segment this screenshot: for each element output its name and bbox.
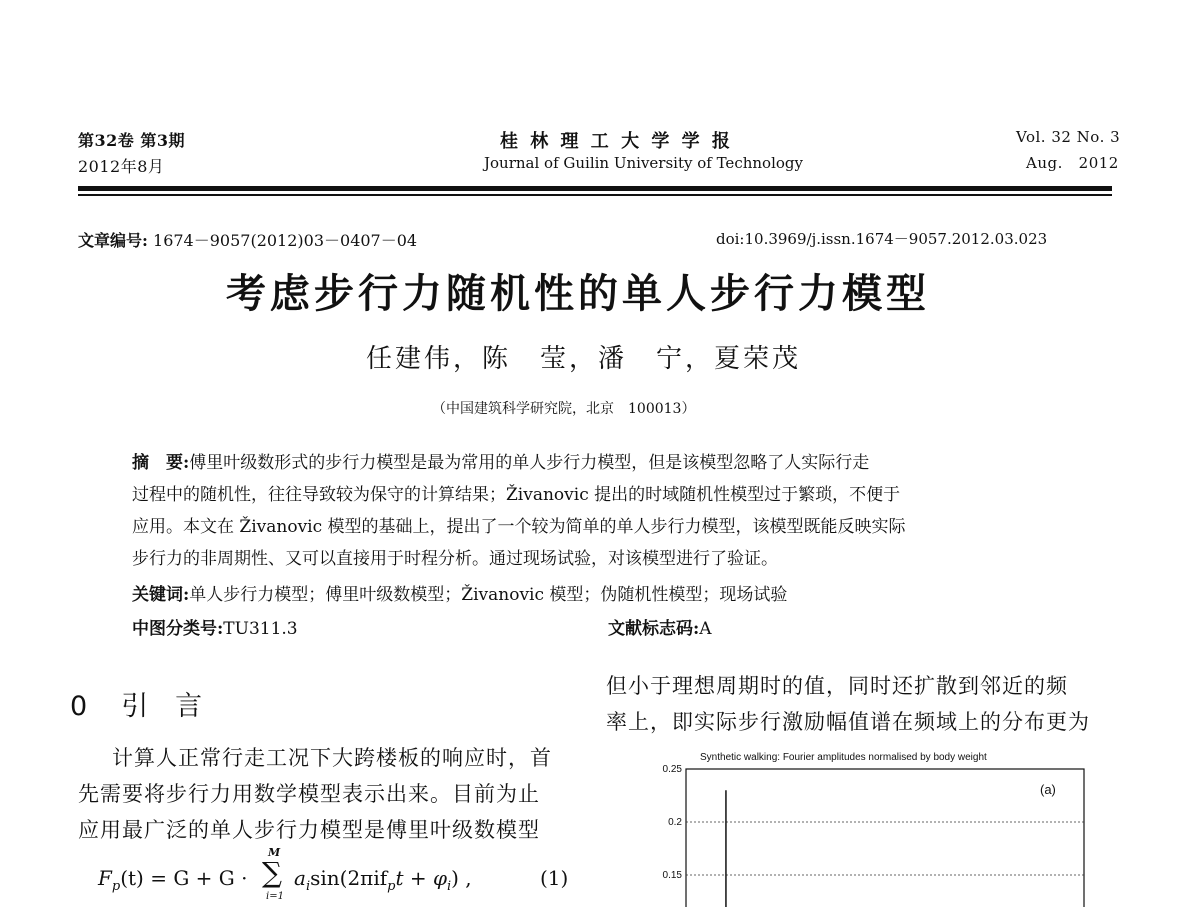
article-number-label: 文章编号: [78, 231, 148, 250]
chart-title: Synthetic walking: Fourier amplitudes normalised by body weight [700, 752, 987, 763]
body-line-3: 应用最广泛的单人步行力模型是傅里叶级数模型 [78, 818, 540, 842]
equation-1: $F_p(t) = G + G$ · [98, 866, 248, 894]
right-body-line-1: 但小于理想周期时的值，同时还扩散到邻近的频 [606, 674, 1068, 698]
section-number: 0 [70, 691, 88, 722]
abstract-line-3: 应用。本文在 Živanovic 模型的基础上，提出了一个较为简单的单人步行力模型，该模型既能反映实际 [132, 517, 906, 537]
publication-date-en: Aug. 2012 [1026, 154, 1119, 172]
abstract-line-4: 步行力的非周期性、又可以直接用于时程分析。通过现场试验，对该模型进行了验证。 [132, 549, 778, 569]
equation-1-rhs: $a_i\sin(2\pi if_pt + \varphi_i)$ , [294, 866, 472, 894]
paper-affiliation: （中国建筑科学研究院，北京 100013） [432, 401, 696, 417]
keywords-label: 关键词: [132, 585, 190, 605]
sum-lower-limit: i=1 [266, 891, 284, 902]
right-body-line-2: 率上，即实际步行激励幅值谱在频域上的分布更为 [606, 710, 1090, 734]
doi: doi:10.3969/j.issn.1674－9057.2012.03.023 [716, 230, 1048, 248]
y-tick-label: 0.2 [668, 817, 682, 828]
journal-name-cn: 桂 林 理 工 大 学 学 报 [500, 131, 733, 152]
volume-issue: 第32卷 第3期 [78, 131, 185, 150]
grid-lines [686, 822, 1084, 875]
y-tick-label: 0.25 [662, 764, 682, 775]
equation-number: (1) [540, 866, 569, 890]
paper-title: 考虑步行力随机性的单人步行力模型 [226, 271, 930, 317]
sum-symbol: ∑ [262, 856, 282, 889]
keywords [132, 580, 787, 605]
clc-label: 中图分类号: [132, 619, 224, 639]
volume-issue-en: Vol. 32 No. 3 [1016, 128, 1121, 146]
abstract-line-2: 过程中的随机性，往往导致较为保守的计算结果；Živanovic 提出的时域随机性模型过于繁琐，不便于 [132, 485, 901, 505]
panel-label: (a) [1040, 782, 1056, 797]
document-code-value: A [699, 619, 712, 639]
y-tick-label: 0.15 [662, 870, 682, 881]
journal-name-en: Journal of Guilin University of Technology [484, 154, 803, 172]
section-heading [70, 684, 202, 723]
plot-area [686, 769, 1084, 907]
sum-upper-limit: M [268, 846, 281, 859]
clc-value: TU311.3 [223, 619, 298, 639]
header-rule-thick [78, 186, 1112, 191]
document-code-label: 文献标志码: [608, 619, 700, 639]
abstract-line-1: 摘 要:傅里叶级数形式的步行力模型是最为常用的单人步行力模型，但是该模型忽略了人实际行走 [132, 453, 870, 473]
header-rule-thin [78, 194, 1112, 196]
document-code [608, 614, 712, 639]
keywords-value: 单人步行力模型；傅里叶级数模型；Živanovic 模型；伪随机性模型；现场试验 [189, 585, 788, 605]
publication-date: 2012年8月 [78, 157, 165, 176]
article-number [78, 228, 417, 251]
abstract-label: 摘 要: [132, 453, 190, 473]
body-line-2: 先需要将步行力用数学模型表示出来。目前为止 [78, 782, 540, 806]
y-tick-labels [663, 764, 683, 881]
paper-authors: 任建伟，陈 莹，潘 宁，夏荣茂 [366, 344, 802, 374]
fourier-amplitude-chart [640, 744, 1110, 907]
clc-number [132, 614, 298, 639]
article-number-value: 1674－9057(2012)03－0407－04 [153, 231, 418, 250]
section-title: 引 言 [121, 691, 203, 722]
body-line-1: 计算人正常行走工况下大跨楼板的响应时，首 [112, 746, 552, 770]
